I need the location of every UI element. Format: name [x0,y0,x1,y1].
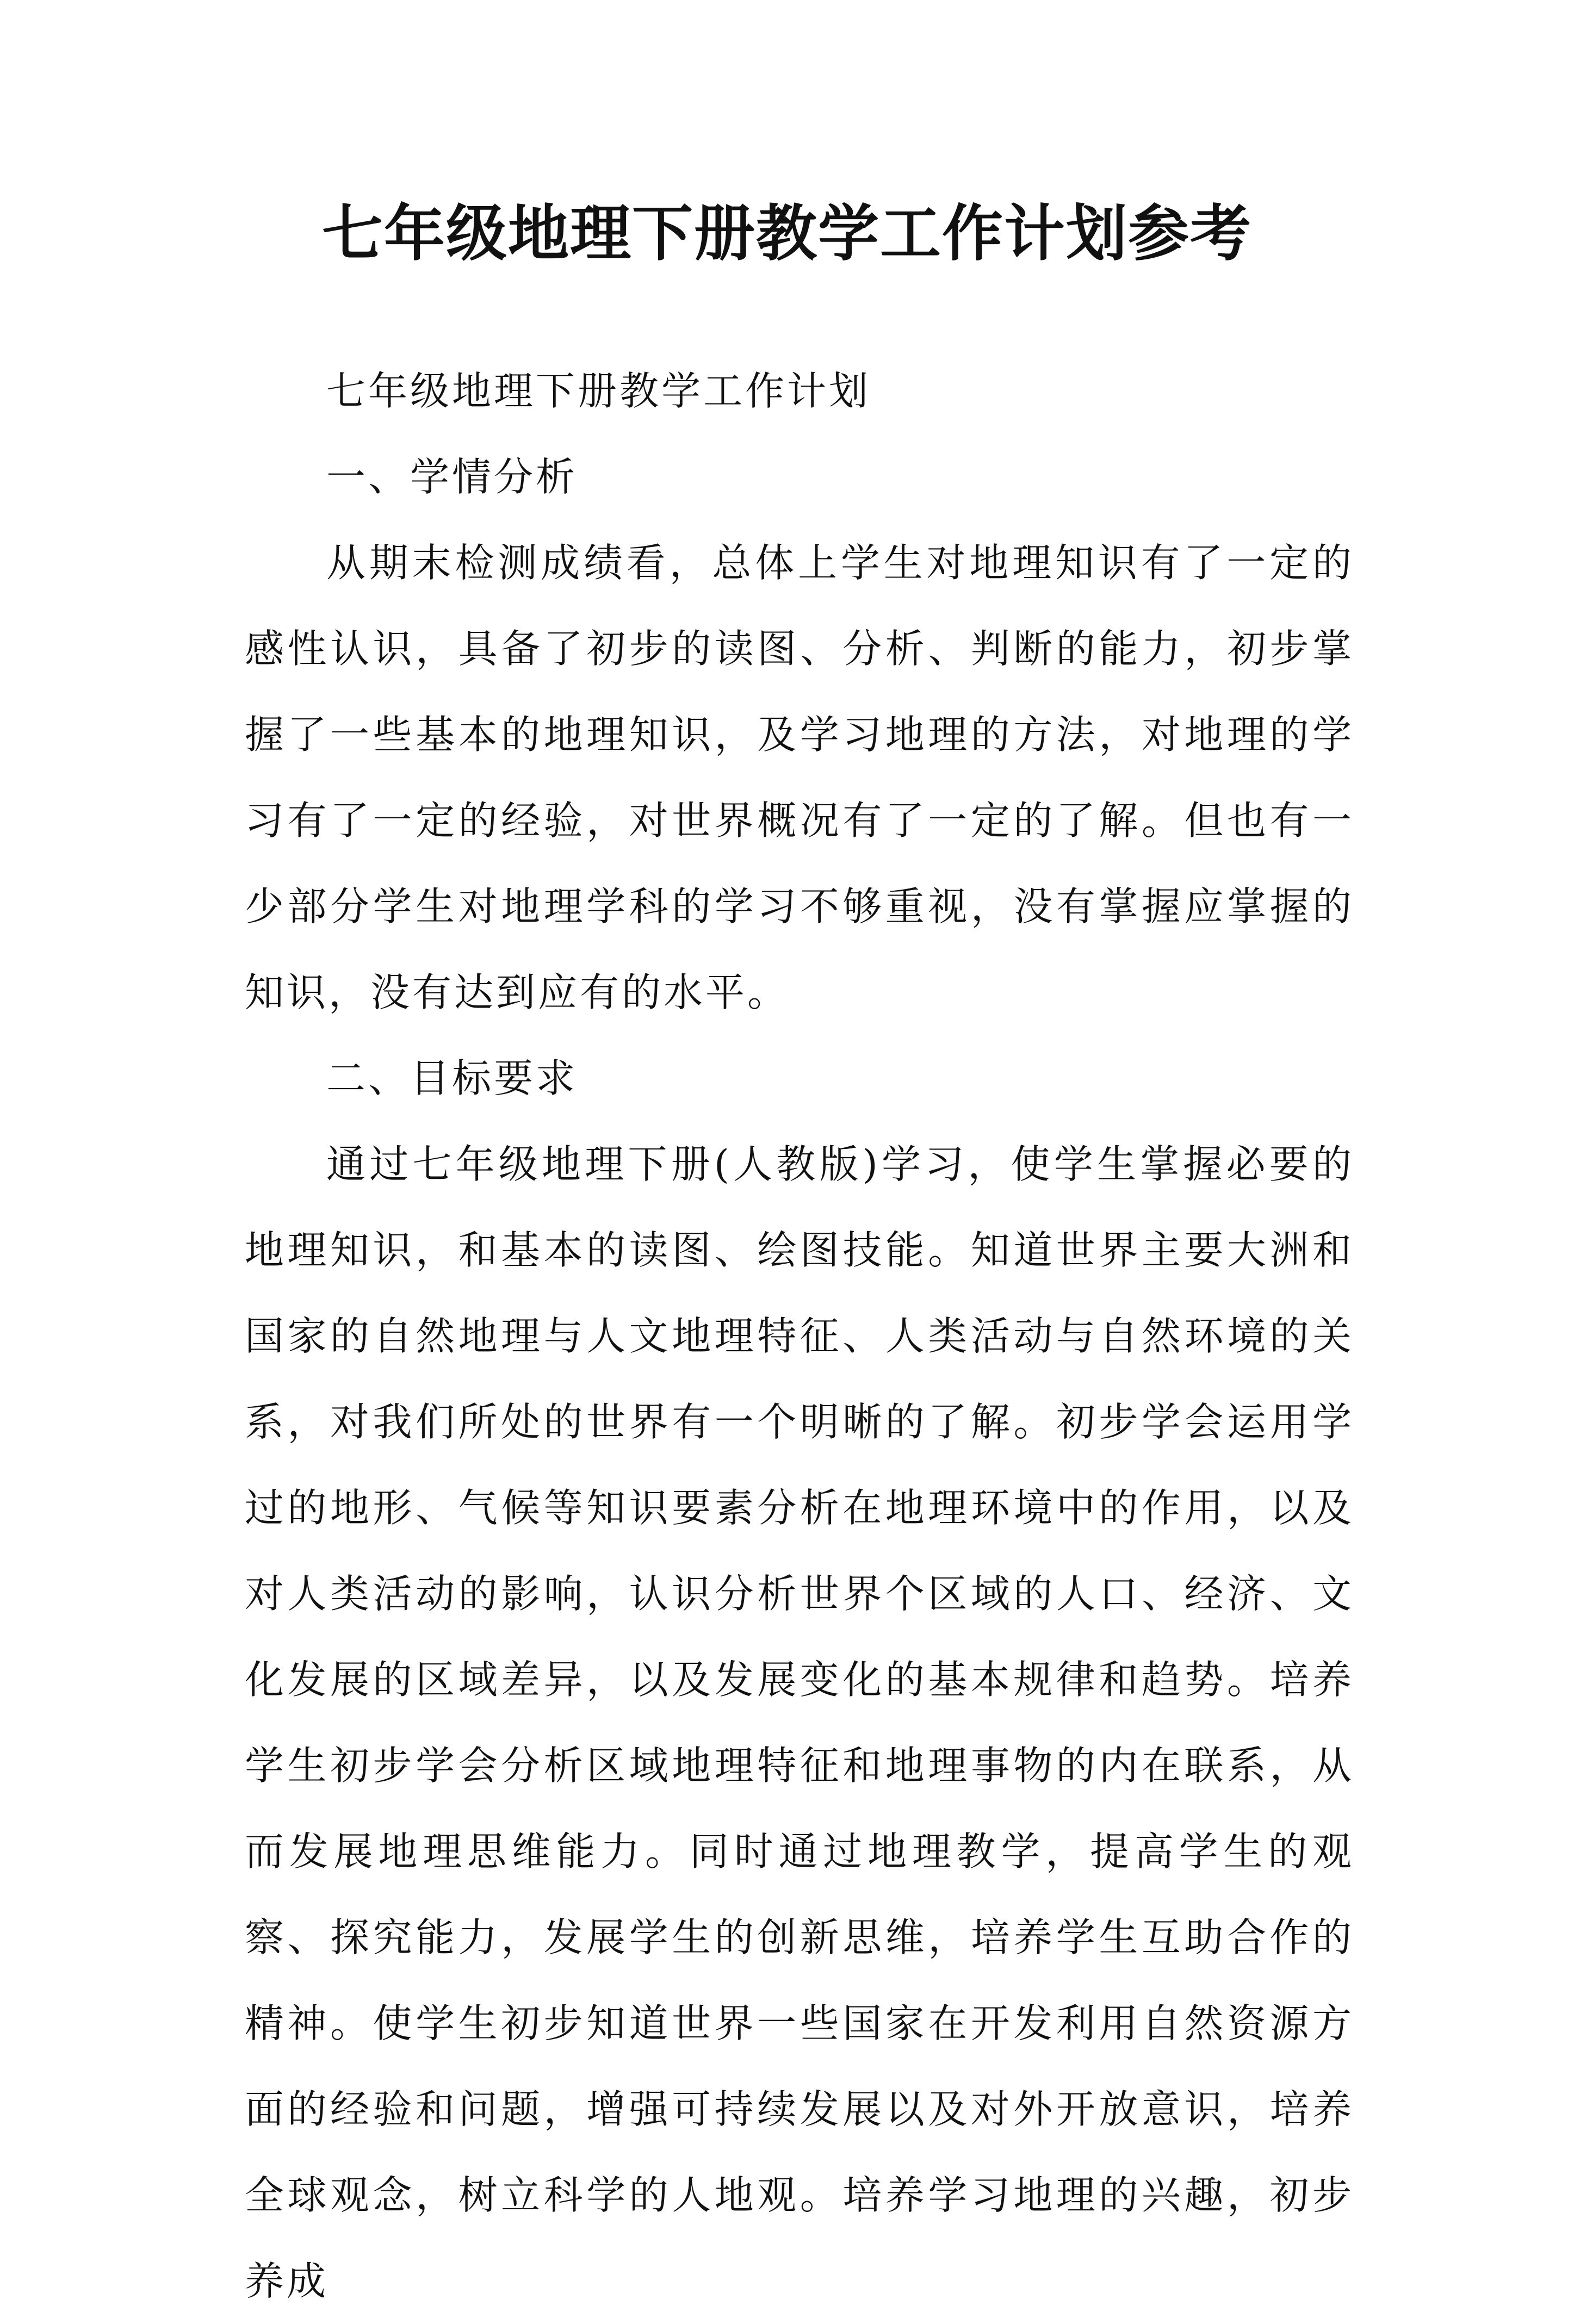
section-heading-goals: 二、目标要求 [326,1055,578,1101]
paragraph-learning-analysis: 从期末检测成绩看，总体上学生对地理知识有了一定的感性认识，具备了初步的读图、分析、判断的能力，初步掌握了一些基本的地理知识，及学习地理的方法，对地理的学习有了一定的经验，对世界概况有了一定的了解。但也有一少部分学生对地理学科的学习不够重视，没有掌握应掌握的知识，没有达到应有的水平。 [245,540,1354,1015]
paragraph-goals: 通过七年级地理下册(人教版)学习，使学生掌握必要的地理知识，和基本的读图、绘图技能。知道世界主要大洲和国家的自然地理与人文地理特征、人类活动与自然环境的关系，对我们所处的世界有一个明晰的了解。初步学会运用学过的地形、气候等知识要素分析在地理环境中的作用，以及对人类活动的影响，认识分析世界个区域的人口、经济、文化发展的区域差异，以及发展变化的基本规律和趋势。培养学生初步学会分析区域地理特征和地理事物的内在联系，从而发展地理思维能力。同时通过地理教学，提高学生的观察、探究能力，发展学生的创新思维，培养学生互助合作的精神。使学生初步知道世界一些国家在开发利用自然资源方面的经验和问题，增强可持续发展以及对外开放意识，培养全球观念，树立科学的人地观。培养学习地理的兴趣，初步养成 [245,1141,1354,2304]
document-title: 七年级地理下册教学工作计划参考 [322,198,1252,269]
section-heading-learning-analysis: 一、学情分析 [326,454,578,500]
plan-subtitle: 七年级地理下册教学工作计划 [326,368,871,414]
document-body [245,348,1354,2324]
